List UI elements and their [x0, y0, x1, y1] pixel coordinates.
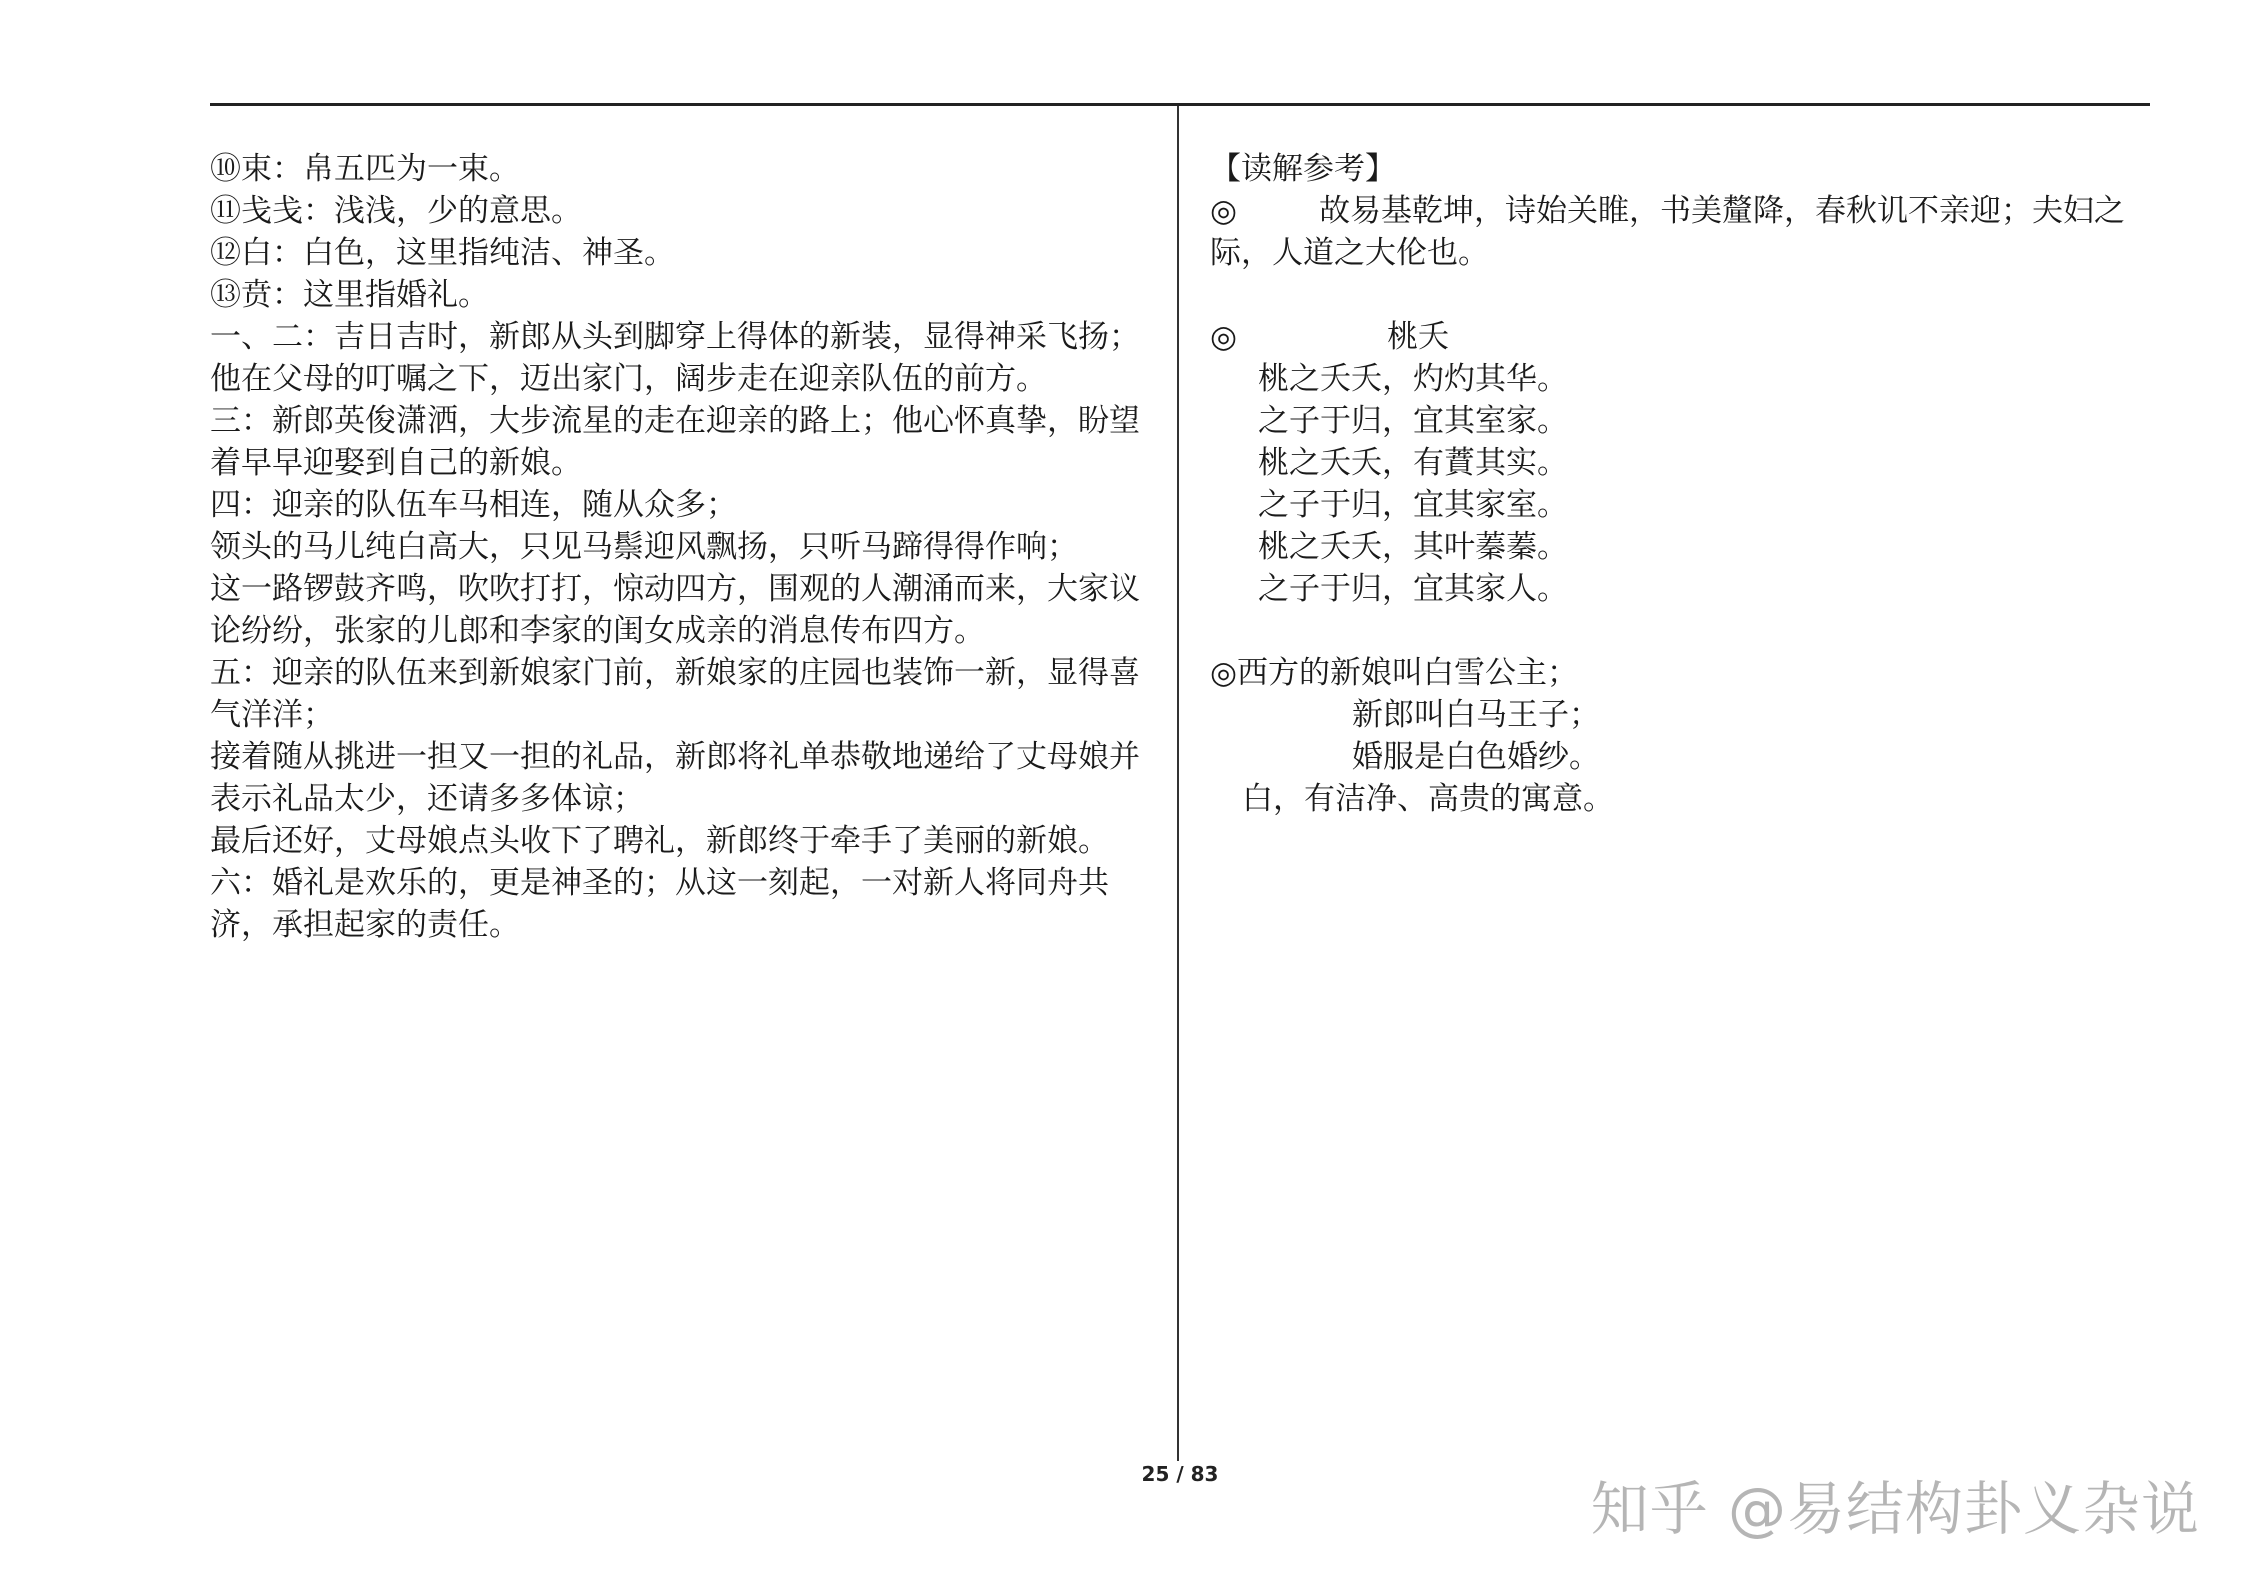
- column-divider: [1177, 106, 1179, 1461]
- explanation-5: 五：迎亲的队伍来到新娘家门前，新娘家的庄园也装饰一新，显得喜气洋洋；: [210, 655, 1140, 733]
- right-column: [1210, 148, 2160, 820]
- poem-block: [1210, 316, 2160, 610]
- note-12: ⑫白：白色，这里指纯洁、神圣。: [210, 235, 675, 271]
- page-number: 25 / 83: [1141, 1462, 1219, 1486]
- note-13: ⑬贲：这里指婚礼。: [210, 277, 489, 313]
- left-column: [210, 148, 1160, 946]
- poem-marker: ◎: [1210, 319, 1238, 355]
- watermark: 知乎 @易结构卦义杂说: [1590, 1475, 2200, 1543]
- reference-heading: 【读解参考】: [1210, 151, 1396, 187]
- explanation-3: 三：新郎英俊潇洒，大步流星的走在迎亲的路上；他心怀真挚，盼望着早早迎娶到自己的新娘。: [210, 403, 1140, 481]
- west-block: [1210, 652, 2160, 820]
- explanation-5-bride: 最后还好，丈母娘点头收下了聘礼，新郎终于牵手了美丽的新娘。: [210, 823, 1109, 859]
- west-line: 婚服是白色婚纱。: [1352, 739, 1600, 775]
- explanation-4: 四：迎亲的队伍车马相连，随从众多；: [210, 487, 737, 523]
- poem-title: 桃夭: [1387, 319, 1450, 355]
- west-first-line: ◎西方的新娘叫白雪公主；: [1210, 655, 1579, 691]
- quote-marker: ◎: [1210, 193, 1238, 229]
- poem-line: 桃之夭夭，其叶蓁蓁。: [1258, 529, 1568, 565]
- poem-line: 之子于归，宜其家室。: [1258, 487, 1568, 523]
- poem-line: 桃之夭夭，有蕡其实。: [1258, 445, 1568, 481]
- poem-line: 桃之夭夭，灼灼其华。: [1258, 361, 1568, 397]
- poem-line: 之子于归，宜其室家。: [1258, 403, 1568, 439]
- note-11: ⑪戋戋：浅浅，少的意思。: [210, 193, 582, 229]
- header-rule: [210, 103, 2150, 106]
- west-line: 新郎叫白马王子；: [1352, 697, 1600, 733]
- poem-line: 之子于归，宜其家人。: [1258, 571, 1568, 607]
- explanation-5-gifts: 接着随从挑进一担又一担的礼品，新郎将礼单恭敬地递给了丈母娘并表示礼品太少，还请多多体谅；: [210, 739, 1140, 817]
- explanation-6: 六：婚礼是欢乐的，更是神圣的；从这一刻起，一对新人将同舟共济，承担起家的责任。: [210, 865, 1109, 943]
- quote-text: 故易基乾坤，诗始关睢，书美釐降，春秋讥不亲迎；夫妇之际，人道之大伦也。: [1210, 193, 2126, 271]
- west-last-line: 白，有洁净、高贵的寓意。: [1242, 781, 1614, 817]
- note-10: ⑩束：帛五匹为一束。: [210, 151, 520, 187]
- explanation-4-horses: 领头的马儿纯白高大，只见马鬃迎风飘扬，只听马蹄得得作响；: [210, 529, 1078, 565]
- reference-quote: [1210, 190, 2160, 274]
- explanation-4-drums: 这一路锣鼓齐鸣，吹吹打打，惊动四方，围观的人潮涌而来，大家议论纷纷，张家的儿郎和李家的闺女成亲的消息传布四方。: [210, 571, 1140, 649]
- explanation-1-2: 一、二：吉日吉时，新郎从头到脚穿上得体的新装，显得神采飞扬；他在父母的叮嘱之下，迈出家门，阔步走在迎亲队伍的前方。: [210, 319, 1140, 397]
